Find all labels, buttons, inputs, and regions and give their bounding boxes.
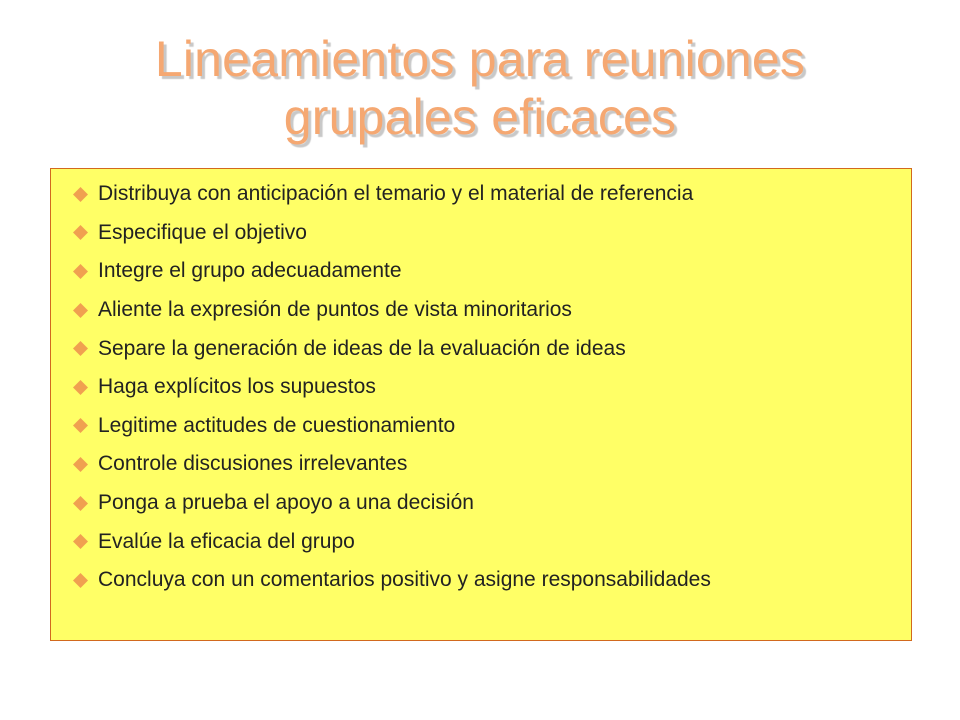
- diamond-bullet-icon: [73, 225, 88, 240]
- list-item-text: Concluya con un comentarios positivo y asigne responsabilidades: [98, 568, 711, 592]
- list-item: [73, 329, 711, 368]
- list-item: [73, 407, 711, 446]
- diamond-bullet-icon: [73, 303, 88, 318]
- list-item: [73, 214, 711, 253]
- guidelines-list: [73, 175, 711, 600]
- list-item: [73, 252, 711, 291]
- diamond-bullet-icon: [73, 457, 88, 472]
- list-item-text: Distribuya con anticipación el temario y el material de referencia: [98, 182, 694, 206]
- diamond-bullet-icon: [73, 187, 88, 202]
- list-item: [73, 484, 711, 523]
- diamond-bullet-icon: [73, 573, 88, 588]
- list-item-text: Haga explícitos los supuestos: [98, 375, 376, 399]
- list-item-text: Legitime actitudes de cuestionamiento: [98, 413, 456, 437]
- list-item-text: Integre el grupo adecuadamente: [98, 259, 402, 283]
- list-item: [73, 561, 711, 600]
- diamond-bullet-icon: [73, 496, 88, 511]
- list-item-text: Evalúe la eficacia del grupo: [98, 529, 355, 553]
- list-item-text: Controle discusiones irrelevantes: [98, 452, 408, 476]
- diamond-bullet-icon: [73, 418, 88, 433]
- list-item: [73, 291, 711, 330]
- slide-title-line-2: grupales eficaces: [283, 89, 677, 145]
- list-item-text: Aliente la expresión de puntos de vista minoritarios: [98, 298, 572, 322]
- guidelines-box: [50, 168, 912, 641]
- list-item: [73, 445, 711, 484]
- list-item: [73, 368, 711, 407]
- diamond-bullet-icon: [73, 534, 88, 549]
- list-item-text: Ponga a prueba el apoyo a una decisión: [98, 491, 474, 515]
- list-item: [73, 522, 711, 561]
- list-item: [73, 175, 711, 214]
- diamond-bullet-icon: [73, 264, 88, 279]
- diamond-bullet-icon: [73, 380, 88, 395]
- list-item-text: Separe la generación de ideas de la evaluación de ideas: [98, 336, 626, 360]
- slide-title: [0, 30, 960, 146]
- slide-title-line-1: Lineamientos para reuniones: [154, 31, 806, 87]
- list-item-text: Especifique el objetivo: [98, 220, 307, 244]
- diamond-bullet-icon: [73, 341, 88, 356]
